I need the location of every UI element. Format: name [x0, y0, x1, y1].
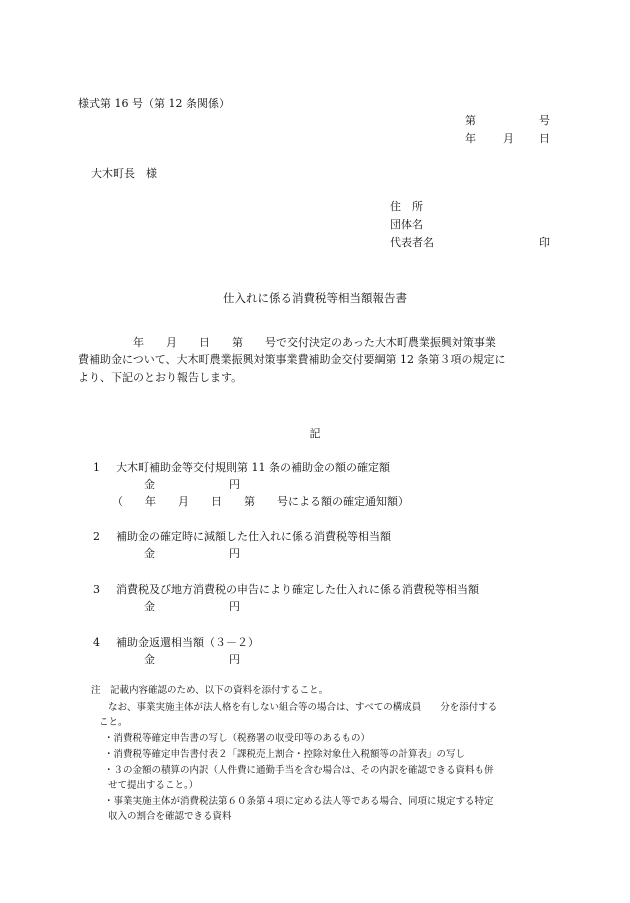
yen-unit: 円: [229, 478, 240, 491]
body-line: 年 月 日 第 号で交付決定のあった大木町農業振興対策事業: [78, 336, 496, 349]
yen-unit: 円: [229, 600, 240, 613]
amount-label: 金: [144, 478, 155, 491]
date-day: 日: [539, 132, 550, 145]
item-label: 消費税及び地方消費税の申告により確定した仕入れに係る消費税等相当額: [116, 583, 479, 596]
document-number-suffix: 号: [539, 114, 550, 127]
amount-label: 金: [144, 547, 155, 560]
representative-label: 代表者名: [390, 236, 434, 249]
organization-label: 団体名: [390, 218, 423, 231]
item-label: 補助金返還相当額（３－２）: [116, 636, 259, 649]
amount-label: 金: [144, 653, 155, 666]
yen-unit: 円: [229, 653, 240, 666]
item-label: 補助金の確定時に減額した仕入れに係る消費税等相当額: [116, 530, 391, 543]
item-number: 3: [93, 583, 100, 596]
ki-heading: 記: [309, 427, 321, 440]
body-line: より、下記のとおり報告します。: [78, 370, 243, 384]
address-label: 住 所: [390, 200, 423, 213]
item-number: 4: [93, 636, 100, 649]
notes-heading: 注 記載内容確認のため、以下の資料を添付すること。: [91, 685, 329, 696]
notes-bullet: ・３の金額の積算の内訳（人件費に通勤手当を含む場合は、その内訳を確認できる資料も併: [104, 765, 494, 776]
item-number: 2: [93, 530, 100, 543]
notes-line: なお、事業実施主体が法人格を有しない組合等の場合は、すべての構成員 分を添付する: [108, 702, 498, 713]
item-number: 1: [93, 461, 100, 474]
yen-unit: 円: [229, 547, 240, 560]
notes-line: こと。: [99, 717, 128, 728]
body-paragraph: [78, 334, 552, 386]
notes-bullet-continuation: 収入の割合を確認できる資料: [108, 811, 232, 822]
page-title: 仕入れに係る消費税等相当額報告書: [223, 291, 407, 305]
notes-bullet: ・消費税等確定申告書の写し（税務署の収受印等のあるもの）: [104, 733, 371, 744]
item-label: 大木町補助金等交付規則第 11 条の補助金の額の確定額: [116, 461, 390, 474]
notes-bullet: ・事業実施主体が消費税法第６０条第４項に定める法人等である場合、同項に規定する特定: [104, 796, 494, 807]
item-note: （ 年 月 日 第 号による額の確定通知額）: [112, 495, 409, 508]
document-number-label: 第: [465, 114, 476, 127]
form-number: 様式第 16 号（第 12 条関係）: [78, 97, 230, 110]
date-month: 月: [503, 132, 514, 145]
addressee: 大木町長 様: [91, 167, 157, 180]
date-year: 年: [465, 132, 476, 145]
notes-bullet-continuation: せて提出すること。）: [108, 780, 199, 791]
seal-mark: 印: [539, 236, 550, 249]
notes-bullet: ・消費税等確定申告書付表２「課税売上割合・控除対象仕入税額等の計算表」の写し: [104, 749, 466, 760]
amount-label: 金: [144, 600, 155, 613]
body-line: 費補助金について、大木町農業振興対策事業費補助金交付要綱第 12 条第３項の規定に: [78, 353, 506, 367]
